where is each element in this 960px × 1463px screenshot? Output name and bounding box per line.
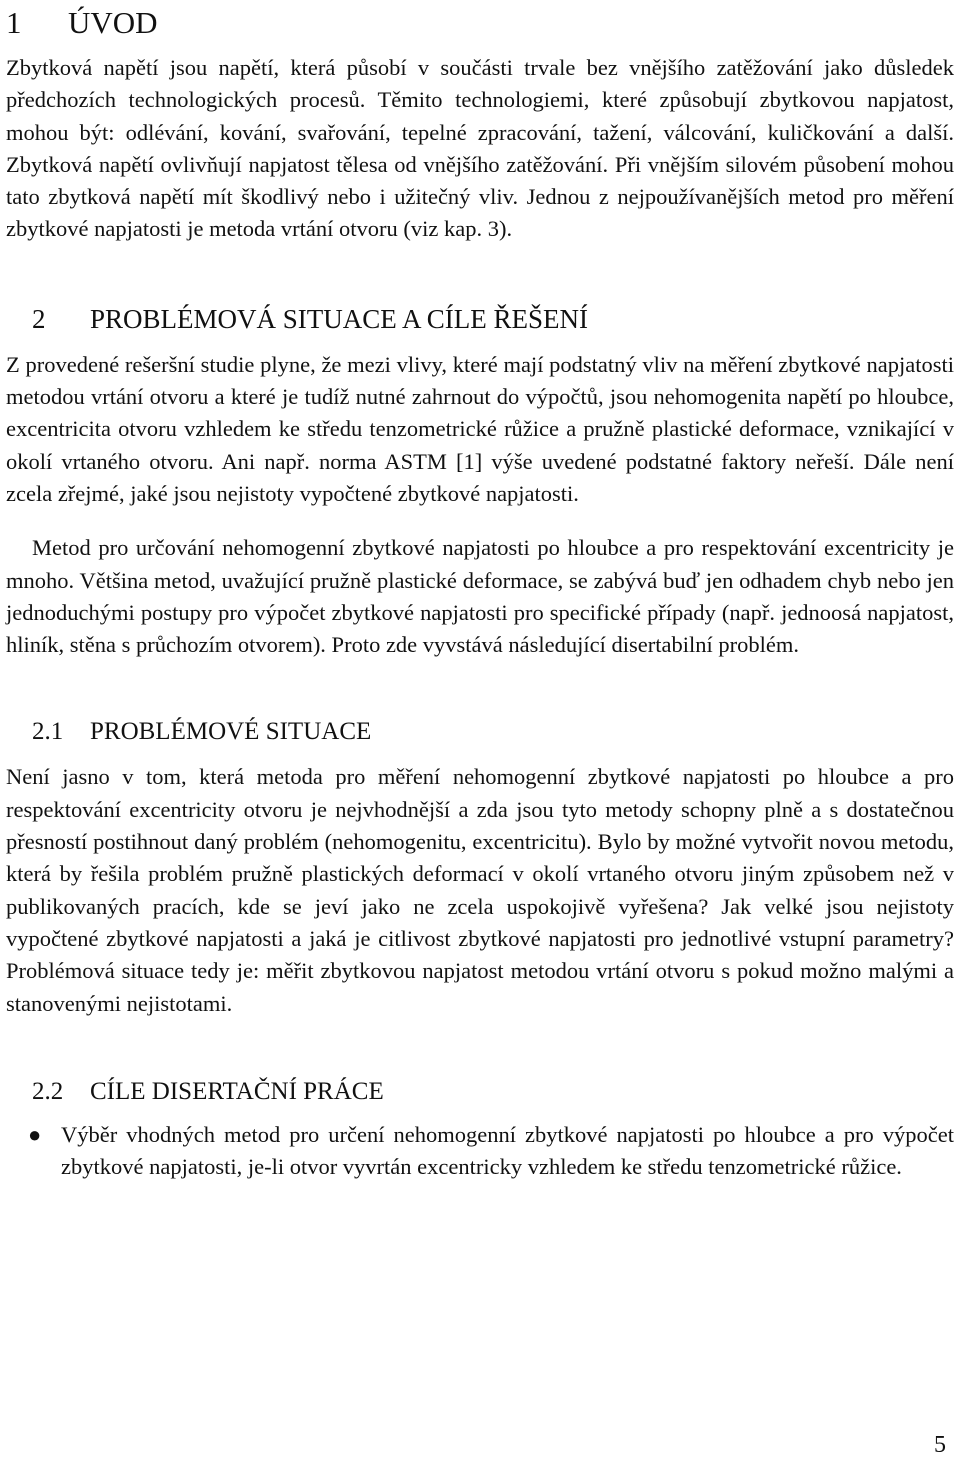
heading-number: 2 (32, 303, 46, 334)
heading-title: PROBLÉMOVÁ SITUACE A CÍLE ŘEŠENÍ (90, 303, 589, 334)
page-number: 5 (934, 1432, 946, 1458)
heading-number: 2.1 (32, 718, 64, 746)
heading-title: ÚVOD (68, 5, 158, 40)
goals-list (6, 1119, 954, 1184)
paragraph-uvod: Zbytková napětí jsou napětí, která působí v součásti trvale bez vnějšího zatěžování jako důsledek předchozích technologických procesů. Těmito technologiemi, které způsobují zbytkovou napjatost, mohou být: odlévání, kování, svařování, tepelné zpracování, tažení, válcování, kuličkování a další. Zbytková napětí ovlivňují napjatost tělesa od vnějšího zatěžování. Při vnějším silovém působení mohou tato zbytková napětí mít škodlivý nebo i užitečný vliv. Jednou z nejpoužívanějších metod pro měření zbytkové napjatosti je metoda vrtání otvoru (viz kap. 3). (6, 55, 954, 242)
paragraph-problemova-2: Metod pro určování nehomogenní zbytkové napjatosti po hloubce a pro respektování excentricity je mnoho. Většina metod, uvažující pružně plastické deformace, se zabývá buď jen odhadem chyb nebo jen jednoduchými postupy pro výpočet zbytkové napjatosti pro specifické případy (např. jednoosá napjatost, hliník, stěna s průchozím otvorem). Proto zde vyvstává následující disertabilní problém. (6, 535, 954, 658)
list-item-text: Výběr vhodných metod pro určení nehomogenní zbytkové napjatosti po hloubce a pro výpočet zbytkové napjatosti, je-li otvor vyvrtán excentricky vzhledem ke středu tenzometrické růžice. (61, 1121, 954, 1180)
heading-cile-disertacni-prace (6, 1075, 954, 1109)
paragraph-situace: Není jasno v tom, která metoda pro měření nehomogenní zbytkové napjatosti po hloubce a pro respektování excentricity otvoru je nejvhodnější a zda jsou tyto metody schopny plně a s dostatečnou přesností postihnout daný problém (nehomogenitu, excentricitu). Bylo by možné vytvořit novou metodu, která by řešila problém pružně plastických deformací v okolí vrtaného otvoru jiným způsobem než v publikovaných pracích, kde se jeví jako ne zcela uspokojivě vyřešena? Jak velké jsou nejistoty vypočtené zbytkové napjatosti a jaká je citlivost zbytkové napjatosti pro jednotlivé vstupní parametry? Problémová situace tedy je: měřit zbytkovou napjatost metodou vrtání otvoru s pokud možno malými a stanovenými nejistotami. (6, 764, 954, 1016)
list-item (6, 1119, 954, 1184)
heading-title: PROBLÉMOVÉ SITUACE (90, 718, 372, 746)
bullet-icon: ● (28, 1121, 42, 1147)
heading-number: 2.2 (32, 1077, 64, 1105)
heading-problemove-situace (6, 715, 954, 749)
heading-title: CÍLE DISERTAČNÍ PRÁCE (90, 1077, 384, 1105)
document-page (6, 0, 954, 1183)
paragraph-problemova-1: Z provedené rešeršní studie plyne, že mezi vlivy, které mají podstatný vliv na měření zbytkové napjatosti metodou vrtání otvoru a které je tudíž nutné zahrnout do výpočtů, jsou nehomogenita napětí po hloubce, excentricita otvoru vzhledem ke středu tenzometrické růžice a pružně plastické deformace, vznikající v okolí vrtaného otvoru. Ani např. norma ASTM [1] výše uvedené podstatné faktory neřeší. Dále není zcela zřejmé, jaké jsou nejistoty vypočtené zbytkové napjatosti. (6, 351, 954, 506)
heading-uvod (6, 4, 954, 42)
heading-number: 1 (6, 5, 22, 40)
heading-problemova-situace (6, 301, 954, 337)
